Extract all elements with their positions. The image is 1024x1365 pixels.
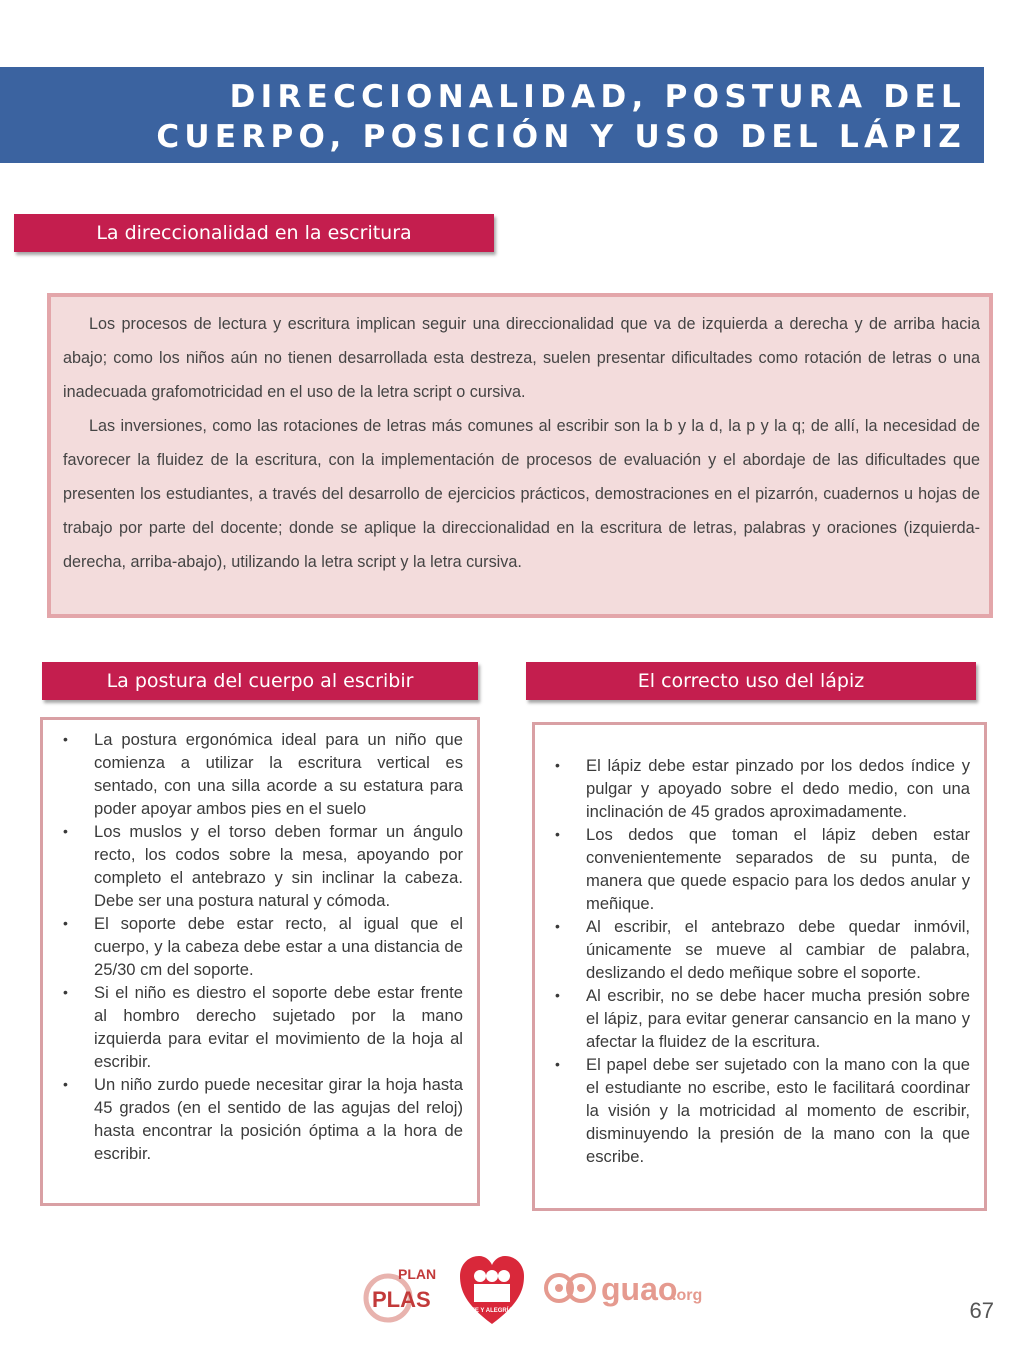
title-line-1: DIRECCIONALIDAD, POSTURA DEL <box>229 79 966 115</box>
guao-text: guao <box>601 1271 678 1307</box>
postura-list <box>49 728 463 1165</box>
list-item-text: El papel debe ser sujetado con la mano con la que el estudiante no escribe, esto le facilitará coordinar la visión y la motricidad al momento de escribir, disminuyendo la presión de la mano con la que escribe. <box>586 1055 970 1166</box>
partner-logos <box>360 1250 720 1330</box>
guao-logo <box>546 1271 702 1307</box>
fe-y-alegria-text: FE Y ALEGRÍA <box>471 1308 513 1314</box>
list-item <box>49 820 463 912</box>
bullet-icon: • <box>555 918 560 934</box>
list-item <box>541 1053 970 1168</box>
list-item-text: Los dedos que toman el lápiz deben estar convenientemente separados de su punta, de manera que quede espacio para los dedos anular y meñique. <box>586 825 970 913</box>
section-label-direccionalidad <box>14 214 494 252</box>
bullet-icon: • <box>63 731 68 747</box>
page-title <box>66 77 966 157</box>
list-item-text: El lápiz debe estar pinzado por los dedos índice y pulgar y apoyado sobre el dedo medio, con una inclinación de 45 grados aproximadamente. <box>586 756 970 821</box>
list-item <box>49 981 463 1073</box>
section-label-text: La direccionalidad en la escritura <box>96 222 412 244</box>
list-item-text: Al escribir, el antebrazo debe quedar inmóvil, únicamente se mueve al cambiar de palabra, deslizando el dedo meñique sobre el soporte. <box>586 917 970 982</box>
list-item <box>541 754 970 823</box>
title-bar <box>0 67 984 163</box>
list-item-text: Los muslos y el torso deben formar un ángulo recto, los codos sobre la mesa, apoyando por completo el antebrazo y sin inclinar la cabeza. Debe ser una postura natural y cómoda. <box>94 822 463 910</box>
plan-text: PLAN <box>398 1266 437 1282</box>
section-label-postura <box>42 662 478 700</box>
title-line-2: CUERPO, POSICIÓN Y USO DEL LÁPIZ <box>156 119 966 155</box>
direccionalidad-box <box>47 293 993 618</box>
bullet-icon: • <box>555 826 560 842</box>
bullet-icon: • <box>63 823 68 839</box>
list-item-text: Un niño zurdo puede necesitar girar la hoja hasta 45 grados (en el sentido de las agujas del reloj) hasta encontrar la posición óptima a la hora de escribir. <box>94 1075 463 1163</box>
section-label-text: La postura del cuerpo al escribir <box>106 670 414 692</box>
paragraph-1: Los procesos de lectura y escritura implican seguir una direccionalidad que va de izquierda a derecha y de arriba hacia abajo; como los niños aún no tienen desarrollada esta destreza, suelen presentar dificultades como rotación de letras o una inadecuada grafomotricidad en el uso de la letra script o cursiva. <box>63 315 980 401</box>
bullet-icon: • <box>63 915 68 931</box>
list-item-text: Si el niño es diestro el soporte debe estar frente al hombro derecho sujetado por la mano izquierda para evitar el movimiento de la hoja al escribir. <box>94 983 463 1071</box>
footer-logos <box>360 1250 720 1330</box>
section-label-text: El correcto uso del lápiz <box>637 670 865 692</box>
list-item <box>49 1073 463 1165</box>
list-item <box>541 984 970 1053</box>
fe-y-alegria-logo <box>460 1256 524 1324</box>
bullet-icon: • <box>555 1056 560 1072</box>
paragraph-2: Las inversiones, como las rotaciones de letras más comunes al escribir son la b y la d, la p y la q; de allí, la necesidad de favorecer la fluidez de la escritura, con la implementación de procesos de evaluación y el abordaje de las dificultades que presenten los estudiantes, a través del desarrollo de ejercicios prácticos, demostraciones en el pizarrón, cuadernos u hojas de trabajo por parte del docente; donde se aplique la direccionalidad en la escritura de letras, palabras y oraciones (izquierda-derecha, arriba-abajo), utilizando la letra script y la letra cursiva. <box>63 417 980 571</box>
list-item-text: La postura ergonómica ideal para un niño que comienza a utilizar la escritura vertical es sentado, con una silla acorde a su estatura para poder apoyar ambos pies en el suelo <box>94 730 463 818</box>
lapiz-list <box>541 754 970 1168</box>
bullet-icon: • <box>555 987 560 1003</box>
bullet-icon: • <box>63 984 68 1000</box>
bullet-icon: • <box>555 757 560 773</box>
plas-text: PLAS <box>372 1287 431 1312</box>
page-number: 67 <box>969 1298 994 1323</box>
list-item <box>541 823 970 915</box>
list-item-text: El soporte debe estar recto, al igual que el cuerpo, y la cabeza debe estar a una distancia de 25/30 cm del soporte. <box>94 914 463 979</box>
list-item <box>49 912 463 981</box>
section-label-lapiz <box>526 662 976 700</box>
guao-suffix: .org <box>672 1287 703 1304</box>
plan-plas-logo <box>366 1266 436 1320</box>
bullet-icon: • <box>63 1076 68 1092</box>
list-item <box>49 728 463 820</box>
lapiz-box <box>532 722 987 1211</box>
list-item <box>541 915 970 984</box>
list-item-text: Al escribir, no se debe hacer mucha presión sobre el lápiz, para evitar generar cansancio en la mano y afectar la fluidez de la escritura. <box>586 986 970 1051</box>
postura-box <box>40 717 480 1206</box>
